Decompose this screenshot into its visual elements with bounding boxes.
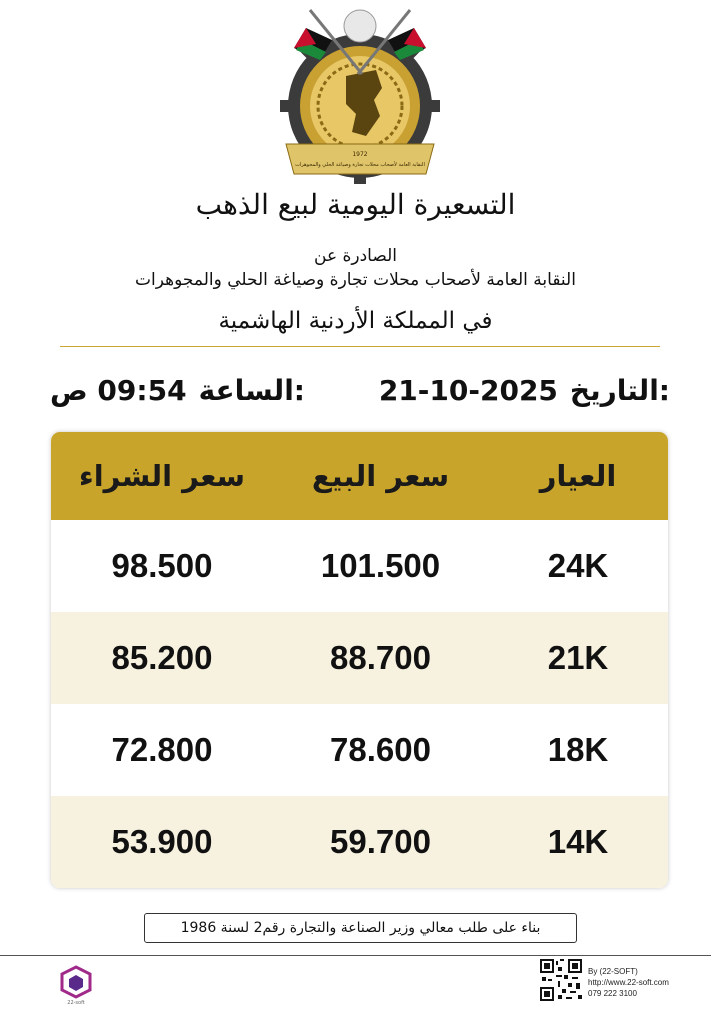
kingdom-name: في المملكة الأردنية الهاشمية (218, 308, 493, 334)
karat-cell: 24K (547, 547, 609, 584)
website-link[interactable]: http://www.22-soft.com (588, 978, 669, 987)
karat-cell: 14K (547, 823, 609, 860)
contact-info (588, 966, 669, 999)
by-line: By (22-SOFT) (588, 967, 638, 976)
header-buy: سعر الشراء (78, 459, 246, 493)
date-label: التاريخ: (569, 373, 670, 407)
issued-by: الصادرة عن (314, 246, 397, 266)
date-value: 21-10-2025 (378, 373, 558, 407)
buy-cell: 72.800 (111, 731, 213, 768)
table-row (51, 704, 668, 796)
sell-cell: 88.700 (330, 639, 431, 676)
time-group (50, 374, 305, 407)
table-row (51, 612, 668, 704)
qr-code (540, 959, 582, 1001)
union-name: النقابة العامة لأصحاب محلات تجارة وصياغة الحلي والمجوهرات (135, 270, 576, 290)
sell-cell: 78.600 (330, 731, 431, 768)
date-group (379, 374, 670, 407)
union-logo (276, 4, 444, 188)
logo-emblem-text: النقابة العامة لأصحاب محلات تجارة وصياغة الحلي والمجوهرات (295, 162, 425, 168)
ministry-note: بناء على طلب معالي وزير الصناعة والتجارة رقم2 لسنة 1986 (144, 913, 577, 943)
price-table (51, 432, 668, 888)
time-label: الساعة: (198, 373, 305, 407)
sell-cell: 59.700 (330, 823, 431, 860)
table-row (51, 520, 668, 612)
time-value: 09:54 ص (50, 373, 187, 407)
divider (60, 346, 660, 347)
karat-cell: 18K (547, 731, 609, 768)
buy-cell: 98.500 (111, 547, 213, 584)
soft-logo-icon (60, 965, 92, 1005)
sell-cell: 101.500 (320, 547, 441, 584)
page-title: التسعيرة اليومية لبيع الذهب (195, 188, 516, 221)
date-time-bar (50, 368, 670, 412)
phone-number: 079 222 3100 (588, 989, 637, 998)
buy-cell: 85.200 (111, 639, 213, 676)
header-sell: سعر البيع (311, 459, 450, 493)
buy-cell: 53.900 (111, 823, 213, 860)
logo-year: 1972 (352, 151, 368, 158)
brand-small: 22-soft (67, 1000, 85, 1005)
table-row (51, 796, 668, 888)
footer-divider (0, 955, 711, 956)
table-header (51, 432, 668, 520)
header-karat: العيار (539, 459, 617, 493)
karat-cell: 21K (547, 639, 609, 676)
